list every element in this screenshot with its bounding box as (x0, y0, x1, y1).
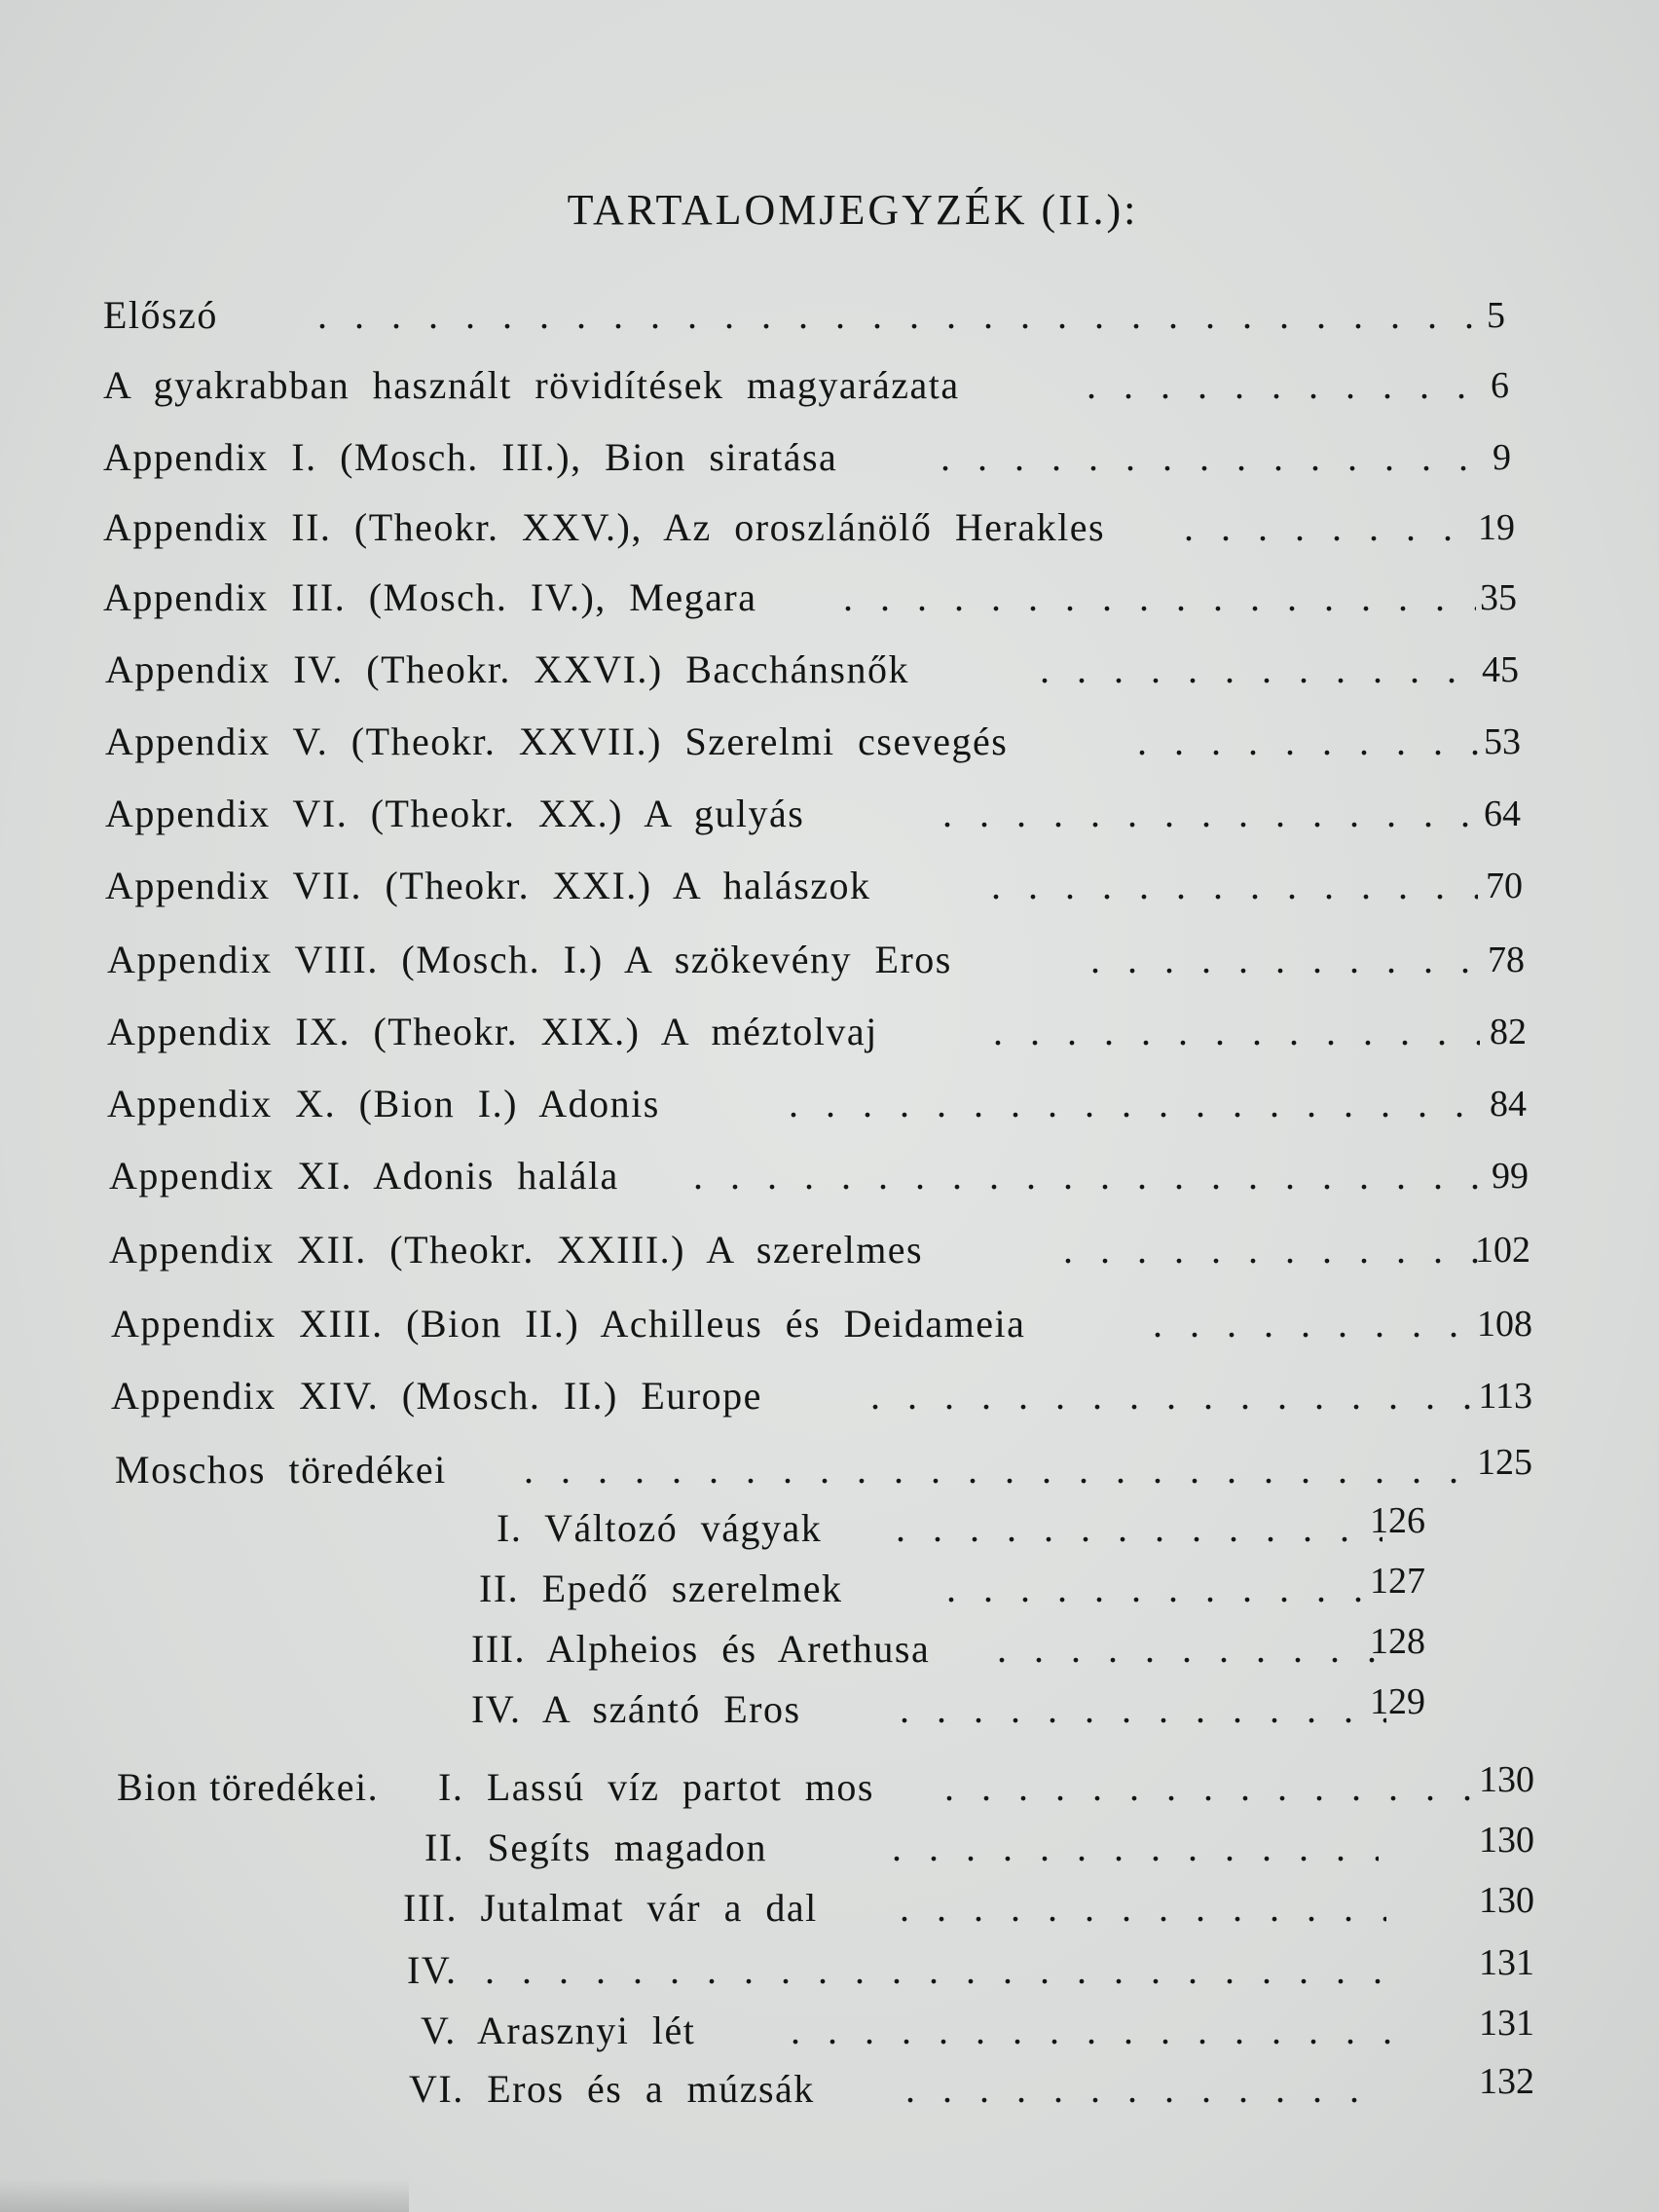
toc-subentry-page: 129 (1370, 1681, 1425, 1722)
toc-entry-label: Appendix II. (Theokr. XXV.), Az oroszlánölő Herakles (103, 505, 1106, 549)
dot-leader (789, 1075, 1480, 1133)
toc-subentry-label: I. Változó vágyak (497, 1506, 823, 1550)
toc-subentry-label: II. Segíts magadon (424, 1825, 768, 1869)
toc-entry-page: 84 (1490, 1084, 1527, 1124)
dot-leader (942, 785, 1478, 843)
toc-entry-page: 78 (1488, 940, 1525, 980)
toc-entry-label: A gyakrabban használt rövidítések magyarázata (103, 363, 960, 407)
dot-leader (870, 1367, 1484, 1425)
toc-entry-label: Appendix X. (Bion I.) Adonis (107, 1082, 660, 1125)
toc-subentry-label: III. Jutalmat vár a dal (403, 1886, 818, 1930)
dot-leader (905, 2060, 1382, 2119)
toc-entry-page: 35 (1480, 577, 1517, 618)
toc-entry-label: Moschos töredékei (115, 1448, 447, 1492)
dot-leader (944, 1758, 1490, 1817)
toc-entry-label: Appendix VIII. (Mosch. I.) A szökevény Eros (107, 938, 952, 981)
toc-subentry-page: 126 (1370, 1500, 1425, 1541)
dot-leader (791, 2002, 1394, 2060)
toc-subentry-page: 131 (1479, 2003, 1534, 2044)
toc-entry-page: 125 (1477, 1442, 1532, 1483)
toc-entry-label: Appendix XII. (Theokr. XXIII.) A szerelmes (109, 1228, 924, 1272)
dot-leader (1063, 1221, 1482, 1279)
toc-subentry-label: V. Arasznyi lét (421, 2009, 696, 2052)
dot-leader (997, 1620, 1386, 1678)
toc-entry-page: 53 (1484, 721, 1521, 762)
dot-leader (1090, 931, 1480, 989)
toc-entry-page: 19 (1478, 507, 1515, 548)
toc-entry-label: Appendix VI. (Theokr. XX.) A gulyás (105, 792, 805, 835)
toc-subentry-page: 128 (1370, 1621, 1425, 1662)
toc-entry-label: Appendix I. (Mosch. III.), Bion siratása (103, 435, 838, 479)
dot-leader (1087, 356, 1476, 415)
dot-leader (946, 1560, 1384, 1618)
toc-entry-label: Appendix VII. (Theokr. XXI.) A halászok (105, 864, 871, 907)
toc-subentry-label: IV. (407, 1948, 458, 1992)
toc-subentry-page: 131 (1479, 1942, 1534, 1983)
dot-leader (900, 1680, 1386, 1739)
toc-entry-page: 9 (1493, 437, 1511, 478)
toc-subentry-page: 130 (1479, 1759, 1534, 1800)
toc-entry-page: 108 (1477, 1304, 1532, 1345)
dot-leader (485, 1941, 1381, 2000)
toc-subentry-page: 130 (1479, 1880, 1534, 1921)
dot-leader (524, 1441, 1488, 1499)
dot-leader (993, 1003, 1480, 1061)
dot-leader (1137, 713, 1478, 771)
dot-leader (693, 1147, 1482, 1205)
toc-entry-label: Előszó (103, 293, 218, 337)
toc-entry-page: 102 (1475, 1230, 1530, 1271)
toc-entry-label: Appendix XIII. (Bion II.) Achilleus és Deidameia (111, 1302, 1026, 1346)
page-title: TARTALOMJEGYZÉK (II.): (567, 186, 1139, 234)
dot-leader (940, 428, 1476, 487)
toc-entry-page: 82 (1490, 1012, 1527, 1052)
dot-leader (900, 1879, 1386, 1937)
toc-entry-page: 113 (1478, 1376, 1532, 1417)
toc-subentry-label: I. Lassú víz partot mos (438, 1765, 874, 1809)
toc-entry-page: 64 (1484, 793, 1521, 834)
toc-subentry-page: 127 (1370, 1561, 1425, 1602)
toc-subentry-label: II. Epedő szerelmek (479, 1567, 843, 1610)
toc-subentry-label: VI. Eros és a múzsák (409, 2067, 815, 2111)
toc-entry-label: Appendix IX. (Theokr. XIX.) A méztolvaj (107, 1010, 878, 1053)
dot-leader (317, 286, 1476, 345)
toc-subentry-label: III. Alpheios és Arethusa (471, 1627, 931, 1671)
toc-entry-page: 70 (1486, 866, 1523, 906)
dot-leader (843, 569, 1476, 627)
toc-entry-label: Appendix IV. (Theokr. XXVI.) Bacchánsnők (105, 647, 909, 691)
toc-entry-label: Appendix XIV. (Mosch. II.) Europe (111, 1374, 762, 1418)
dot-leader (1184, 498, 1476, 557)
bion-heading: Bion töredékei. (117, 1765, 380, 1809)
toc-entry-page: 6 (1491, 365, 1509, 406)
dot-leader (896, 1499, 1382, 1558)
toc-entry-page: 99 (1492, 1156, 1529, 1197)
toc-subentry-label: IV. A szántó Eros (471, 1687, 801, 1731)
toc-entry-label: Appendix III. (Mosch. IV.), Megara (103, 575, 757, 619)
toc-subentry-page: 130 (1479, 1820, 1534, 1861)
dot-leader (991, 857, 1478, 915)
scan-edge-shadow (0, 2179, 409, 2212)
dot-leader (1153, 1295, 1484, 1353)
toc-entry-page: 45 (1482, 649, 1519, 690)
dot-leader (1040, 641, 1478, 699)
toc-entry-label: Appendix XI. Adonis halála (109, 1154, 619, 1198)
toc-subentry-page: 132 (1479, 2061, 1534, 2102)
dot-leader (892, 1819, 1379, 1877)
toc-entry-page: 5 (1487, 295, 1505, 336)
toc-entry-label: Appendix V. (Theokr. XXVII.) Szerelmi csevegés (105, 719, 1009, 763)
